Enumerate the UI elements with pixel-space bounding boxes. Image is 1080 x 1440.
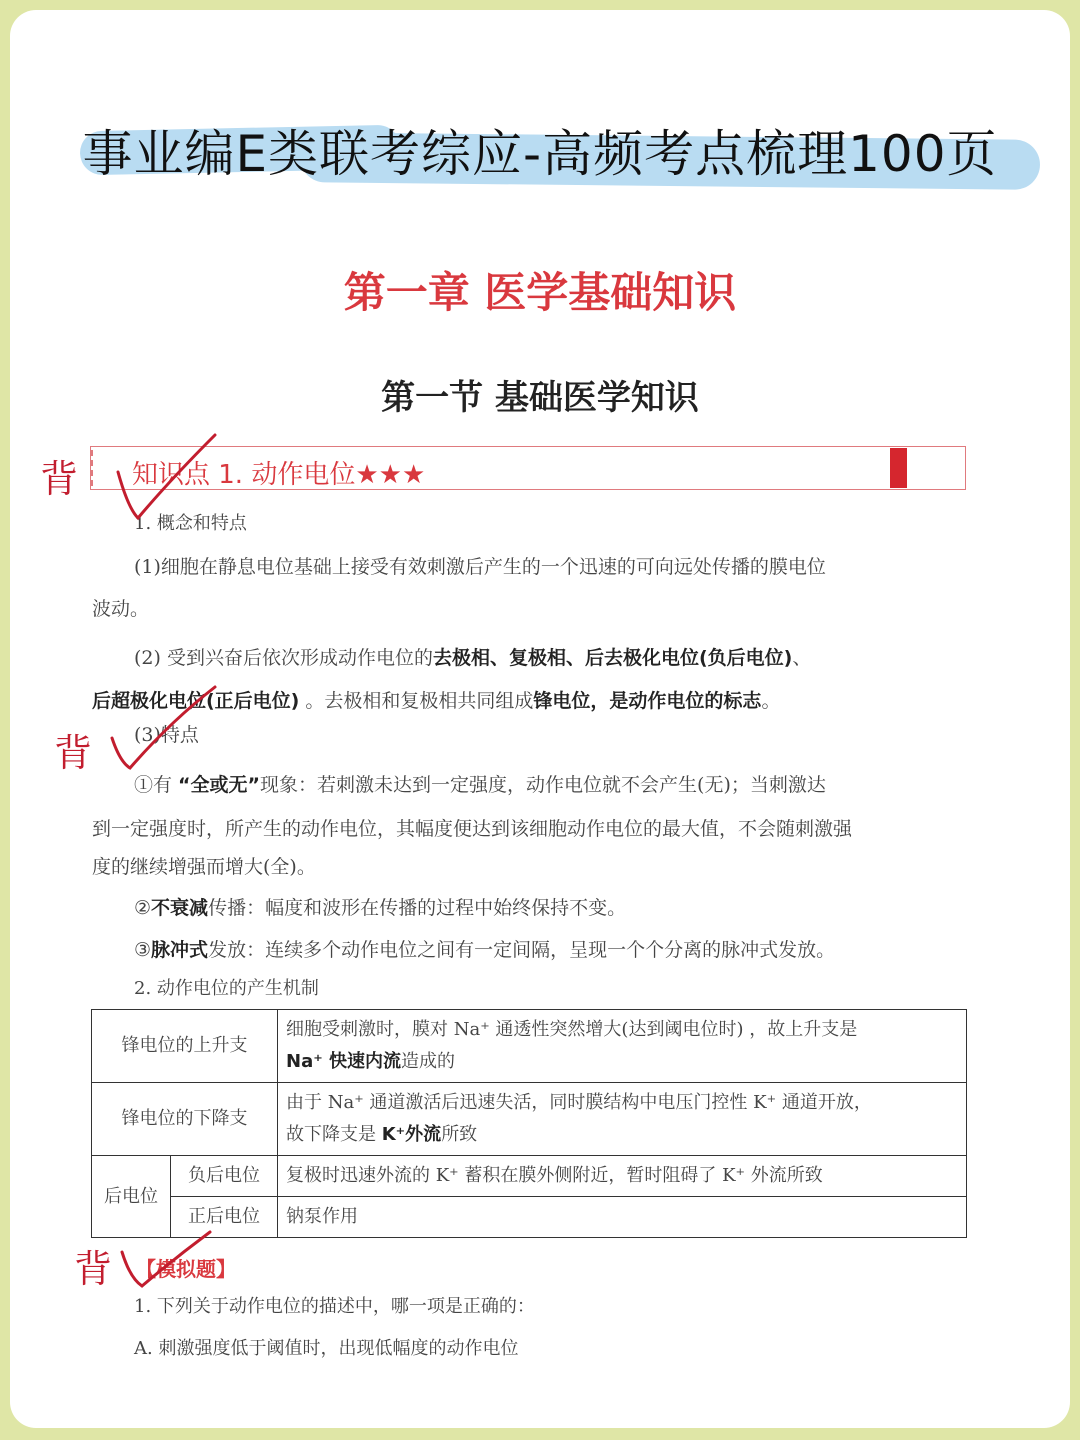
bold-term: 后超极化电位(正后电位) xyxy=(92,690,300,712)
table-label-cell: 正后电位 xyxy=(171,1197,278,1238)
checkmark-icon xyxy=(122,1232,210,1286)
bold-term: 锋电位，是动作电位的标志 xyxy=(533,690,762,712)
bold-term: 脉冲式 xyxy=(151,939,209,961)
table-label-cell: 负后电位 xyxy=(171,1156,278,1197)
bold-term: Na⁺ 快速内流 xyxy=(286,1051,401,1072)
text-run: 所致 xyxy=(441,1124,478,1145)
paragraph-line: 到一定强度时，所产生的动作电位，其幅度便达到该细胞动作电位的最大值，不会随刺激强 xyxy=(92,818,853,840)
bold-term: 不衰减 xyxy=(151,897,209,919)
bold-term: 去极相、复极相、后去极化电位(负后电位) xyxy=(432,647,793,669)
paragraph-line: 波动。 xyxy=(92,598,150,620)
text-run: 发放：连续多个动作电位之间有一定间隔，呈现一个个分离的脉冲式发放。 xyxy=(208,939,836,961)
mock-question-heading: 【模拟题】 xyxy=(136,1257,236,1281)
text-run: 现象：若刺激未达到一定强度，动作电位就不会产生(无)；当刺激达 xyxy=(260,774,826,796)
chapter-title: 第一章 医学基础知识 xyxy=(343,268,737,317)
section-title: 第一节 基础医学知识 xyxy=(381,378,699,418)
bold-term: “全或无” xyxy=(178,774,261,796)
features-heading: (3)特点 xyxy=(134,724,199,746)
text-run: ② xyxy=(134,897,152,919)
text-run: ①有 xyxy=(134,774,179,796)
mechanism-heading: 2. 动作电位的产生机制 xyxy=(134,978,319,999)
question-text: 1. 下列关于动作电位的描述中，哪一项是正确的： xyxy=(134,1296,535,1317)
bold-term: K⁺外流 xyxy=(381,1124,442,1145)
answer-option: A. 刺激强度低于阈值时，出现低幅度的动作电位 xyxy=(134,1338,519,1359)
checkmark-icon xyxy=(118,435,215,518)
text-run: (2) 受到兴奋后依次形成动作电位的 xyxy=(134,647,433,669)
document-page xyxy=(10,10,1070,1428)
text-run: 故下降支是 xyxy=(286,1124,382,1145)
table-label-cell: 锋电位的上升支 xyxy=(92,1010,278,1083)
text-run: 。去极相和复极相共同组成 xyxy=(299,690,534,712)
knowledge-point-title: 知识点 1. 动作电位★★★ xyxy=(132,460,426,490)
handwritten-mark: 背 xyxy=(40,457,79,501)
table-text-cell: 复极时迅速外流的 K⁺ 蓄积在膜外侧附近，暂时阻碍了 K⁺ 外流所致 xyxy=(278,1156,967,1197)
paragraph-line: 度的继续增强而增大(全)。 xyxy=(92,856,316,878)
text-run: 。 xyxy=(761,690,781,712)
text-run: ③ xyxy=(134,939,152,961)
table-label-cell: 后电位 xyxy=(92,1156,171,1238)
text-run: 、 xyxy=(792,647,812,669)
text-run: 造成的 xyxy=(400,1051,455,1072)
concept-heading: 1. 概念和特点 xyxy=(134,513,247,534)
text-run: 传播：幅度和波形在传播的过程中始终保持不变。 xyxy=(208,897,627,919)
checkmark-icon xyxy=(112,687,215,768)
table-text-cell: 钠泵作用 xyxy=(278,1197,967,1238)
handwritten-mark: 背 xyxy=(74,1247,113,1291)
handwritten-mark: 背 xyxy=(54,731,93,775)
text-run: 细胞受刺激时，膜对 Na⁺ 通透性突然增大(达到阈电位时) ，故上升支是 xyxy=(286,1019,858,1040)
page-title: 事业编E类联考综应-高频考点梳理100页 xyxy=(82,125,998,183)
table-label-cell: 锋电位的下降支 xyxy=(92,1083,278,1156)
paragraph-line: (1)细胞在静息电位基础上接受有效刺激后产生的一个迅速的可向远处传播的膜电位 xyxy=(134,556,826,578)
text-run: 由于 Na⁺ 通道激活后迅速失活，同时膜结构中电压门控性 K⁺ 通道开放， xyxy=(286,1092,872,1113)
checkmark-annotations xyxy=(10,10,1070,1428)
